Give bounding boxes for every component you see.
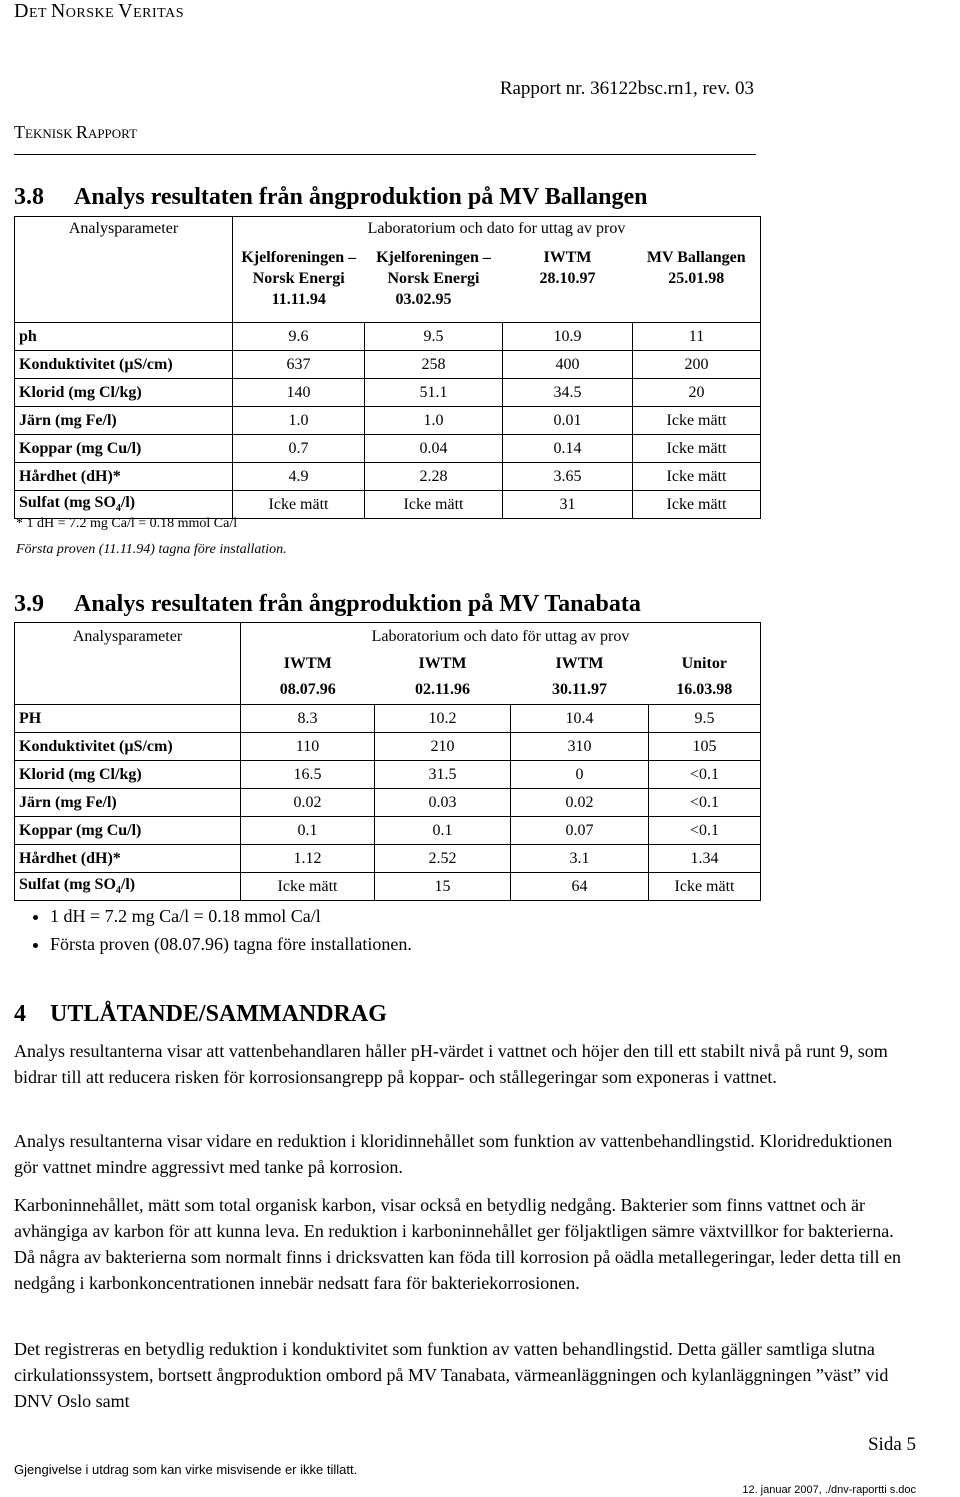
- table-column-header-row: [15, 241, 761, 323]
- hardness-footnote: * 1 dH = 7.2 mg Ca/l = 0.18 mmol Ca/l: [16, 516, 238, 531]
- column-header: IWTM 28.10.97: [503, 241, 633, 323]
- summary-paragraph: Analys resultanterna visar att vattenbehandlaren håller pH-värdet i vattnet och höjer den till ett stabilt nivå på runt 9, som bidrar till att reducera risken för korrosionsangrepp på koppar- och stållegeringar som exponeras i vattnet.: [14, 1041, 888, 1087]
- footer-disclaimer: Gjengivelse i utdrag som kan virke misvisende er ikke tillatt.: [14, 1462, 358, 1477]
- footer-date-file: 12. januar 2007, ./dnv-raportti s.doc: [742, 1484, 916, 1496]
- table-row: Hårdhet (dH)* 4.9 2.28 3.65 Icke mätt: [15, 463, 761, 491]
- list-item: • 1 dH = 7.2 mg Ca/l = 0.18 mmol Ca/l: [50, 902, 412, 930]
- report-number: Rapport nr. 36122bsc.rn1, rev. 03: [499, 78, 754, 99]
- list-item: • Första proven (08.07.96) tagna före installationen.: [50, 930, 412, 958]
- table-row: Sulfat (mg $SO_4/l$) Icke mätt 15 64 Icke mätt: [15, 873, 761, 901]
- table-row: Koppar (mg Cu/l) 0.7 0.04 0.14 Icke mätt: [15, 435, 761, 463]
- column-header: MV Ballangen 25.01.98: [633, 241, 761, 323]
- column-header: Kjelforeningen – Norsk Energi 03.02.95: [365, 241, 503, 323]
- first-sample-note: Första proven (11.11.94) tagna före installation.: [16, 542, 287, 557]
- column-header: IWTM 08.07.96: [241, 651, 375, 705]
- table-row: Konduktivitet (µS/cm) 637 258 400 200: [15, 351, 761, 379]
- table-row: Järn (mg Fe/l) 0.02 0.03 0.02 <0.1: [15, 789, 761, 817]
- summary-paragraph: Karboninnehållet, mätt som total organisk karbon, visar också en betydlig nedgång. Bakterier som finns vattnet och är avhängiga av karbon för att kunna leva. En reduktion i karboninnehållet ger följaktligen sämre växtvillkor for bakterierna. Då några av bakterierna som normalt finns i dricksvatten kan föda till korrosion på oädla metallegeringar, leder detta till en nedgång i karbonkoncentrationen innebär nedsatt fara för bakteriekorrosionen.: [14, 1195, 901, 1293]
- section-3-9-heading: 3.9 Analys resultaten från ångproduktion på MV Tanabata: [14, 591, 641, 617]
- table-header-row: [15, 623, 761, 651]
- table-row: Koppar (mg Cu/l) 0.1 0.1 0.07 <0.1: [15, 817, 761, 845]
- header-rule: [14, 154, 756, 155]
- ballangen-results-table: [14, 216, 761, 519]
- page-number: Sida 5: [867, 1434, 916, 1455]
- summary-paragraph: Det registreras en betydlig reduktion i konduktivitet som funktion av vatten behandlingstid. Detta gäller samtliga slutna cirkulationssystem, bortsett ångproduktion ombord på MV Tanabata, värmeanläggningen och kylanläggningen ”väst” vid DNV Oslo samt: [14, 1339, 889, 1411]
- table-header-row: [15, 217, 761, 241]
- column-header: Unitor 16.03.98: [649, 651, 761, 705]
- company-name: DET NORSKE VERITAS: [14, 0, 185, 22]
- section-3-8-heading: 3.8 Analys resultaten från ångproduktion på MV Ballangen: [14, 184, 648, 210]
- table-row: Sulfat (mg $SO_4/l$) Icke mätt Icke mätt 31 Icke mätt: [15, 491, 761, 519]
- section-4-heading: 4 UTLÅTANDE/SAMMANDRAG: [14, 1001, 387, 1027]
- lab-header: Laboratorium och dato för uttag av prov: [241, 623, 761, 651]
- table-row: PH 8.3 10.2 10.4 9.5: [15, 705, 761, 733]
- table-row: Konduktivitet (µS/cm) 110 210 310 105: [15, 733, 761, 761]
- param-header: Analysparameter: [15, 623, 241, 651]
- table-row: Klorid (mg Cl/kg) 140 51.1 34.5 20: [15, 379, 761, 407]
- column-header: IWTM 02.11.96: [375, 651, 511, 705]
- column-header: IWTM 30.11.97: [511, 651, 649, 705]
- table-column-header-row: [15, 651, 761, 705]
- tanabata-notes: [14, 902, 412, 958]
- table-row: Klorid (mg Cl/kg) 16.5 31.5 0 <0.1: [15, 761, 761, 789]
- table-row: Hårdhet (dH)* 1.12 2.52 3.1 1.34: [15, 845, 761, 873]
- lab-header: Laboratorium och dato for uttag av prov: [233, 217, 761, 241]
- report-type: TEKNISK RAPPORT: [14, 122, 138, 142]
- column-header: Kjelforeningen – Norsk Energi 11.11.94: [233, 241, 365, 323]
- summary-paragraph: Analys resultanterna visar vidare en reduktion i kloridinnehållet som funktion av vattenbehandlingstid. Kloridreduktionen gör vattnet mindre aggressivt med tanke på korrosion.: [14, 1131, 893, 1177]
- param-header: Analysparameter: [15, 217, 233, 241]
- table-row: ph 9.6 9.5 10.9 11: [15, 323, 761, 351]
- table-row: Järn (mg Fe/l) 1.0 1.0 0.01 Icke mätt: [15, 407, 761, 435]
- tanabata-results-table: [14, 622, 761, 901]
